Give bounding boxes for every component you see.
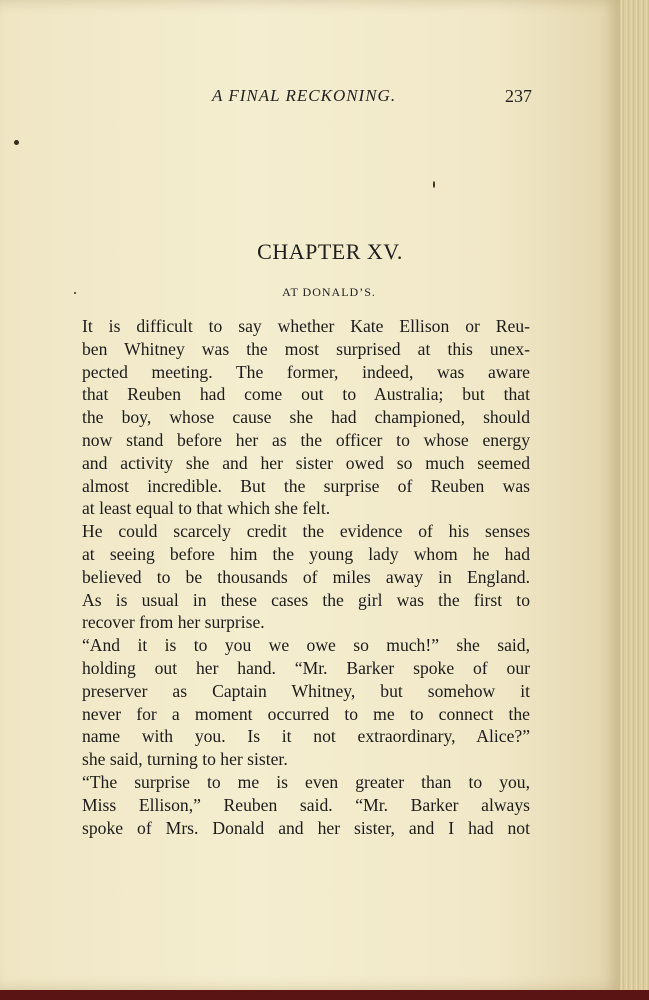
text-line: It is difficult to say whether Kate Ellison or Reu- (82, 316, 530, 336)
text-line: almost incredible. But the surprise of Reuben was (82, 475, 530, 496)
page-edge (620, 0, 649, 990)
text-line: believed to be thousands of miles away in England. (82, 566, 530, 587)
text-line: at seeing before him the young lady whom he had (82, 543, 530, 564)
text-line: “The surprise to me is even greater than to you, (82, 771, 530, 792)
text-line: pected meeting. The former, indeed, was aware (82, 361, 530, 382)
running-title: A FINAL RECKONING. (212, 86, 397, 105)
chapter-title: CHAPTER XV. (257, 239, 403, 264)
text-line: spoke of Mrs. Donald and her sister, and I had not (82, 817, 530, 838)
paper-speck (14, 140, 19, 145)
text-line: that Reuben had come out to Australia; but that (82, 384, 530, 405)
book-cover-edge (0, 990, 649, 1000)
text-line: she said, turning to her sister. (82, 749, 288, 770)
text-line: never for a moment occurred to me to connect the (82, 703, 530, 724)
text-line: recover from her surprise. (82, 612, 265, 633)
chapter-subtitle: AT DONALD’S. (282, 285, 376, 299)
text-line: at least equal to that which she felt. (82, 498, 331, 519)
text-line: and activity she and her sister owed so much seemed (82, 452, 530, 473)
text-line: now stand before her as the officer to whose energy (82, 429, 530, 450)
text-line: As is usual in these cases the girl was the first to (82, 589, 530, 610)
paper-speck (74, 292, 76, 294)
text-line: He could scarcely credit the evidence of his senses (82, 521, 530, 542)
paper-speck (433, 181, 435, 188)
text-line: “And it is to you we owe so much!” she said, (82, 635, 530, 656)
body-text (82, 315, 530, 839)
page-number: 237 (505, 86, 532, 106)
text-line: the boy, whose cause she had championed, should (82, 407, 530, 428)
text-line: ben Whitney was the most surprised at this unex- (82, 338, 530, 359)
text-line: name with you. Is it not extraordinary, Alice?” (82, 726, 530, 747)
text-line: Miss Ellison,” Reuben said. “Mr. Barker always (82, 794, 530, 815)
text-line: holding out her hand. “Mr. Barker spoke of our (82, 657, 530, 678)
text-line: preserver as Captain Whitney, but somehow it (82, 680, 530, 701)
